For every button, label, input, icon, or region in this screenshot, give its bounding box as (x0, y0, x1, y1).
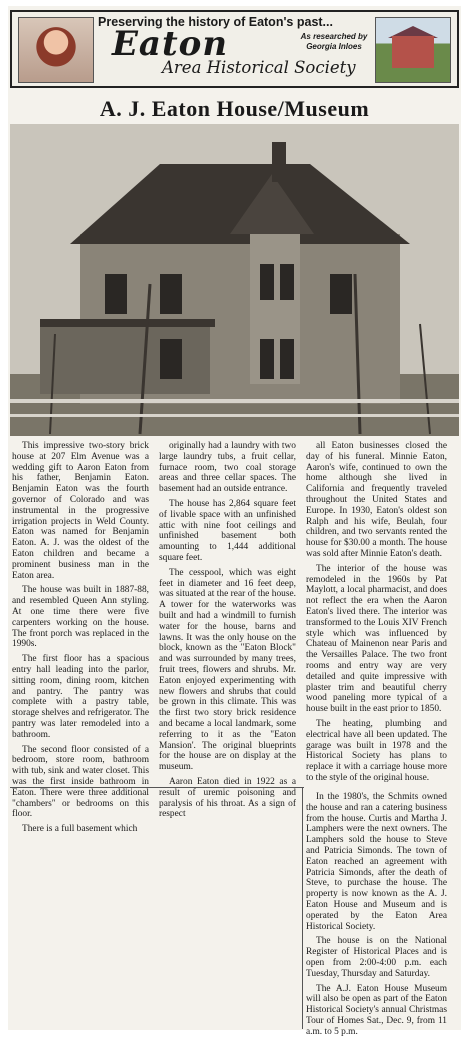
author-portrait (18, 17, 94, 83)
column-divider (10, 787, 304, 788)
column-3 (306, 441, 447, 788)
tagline: Preserving the history of Eaton's past... (98, 15, 333, 29)
column-4 (306, 792, 447, 1042)
paragraph: The interior of the house was remodeled in the 1960s by Pat Maylott, a local pharmacist, and does not reflect the era when the Aaron Eaton's lived there. The interior was transformed to the Louis XIV French style which was influenced by Chateau of Mainenon near Paris and the Versailles Palace. The two front rooms and entry way are very detailed and quite impressive with plaster trim and beautiful cherry wood paneling more typical of a house built in the east prior to 1850. (306, 563, 447, 715)
paragraph: The second floor consisted of a bedroom, store room, bathroom with tub, sink and water closet. This was the first inside bathroom in Eaton. There were three additional "chambers" or bedrooms on this floor. (12, 744, 149, 820)
paragraph: The first floor has a spacious entry hall leading into the parlor, sitting room, dining room, kitchen and pantry. The pantry was complete with a pastry table, storage shelves and refrigerator. The pantry was later remodeled into a bathroom. (12, 654, 149, 740)
masthead (10, 10, 459, 88)
house-thumbnail (375, 17, 451, 83)
house-illustration (10, 124, 459, 436)
paragraph: The cesspool, which was eight feet in diameter and 16 feet deep, was situated at the rear of the house. A tower for the waterworks was built and had a windmill to furnish water for the house, barns and lawns. It was the only house on the block, known as the "Eaton Block" and was surrounded by many trees, fruit trees, flowers and shrubs. Mr. Eaton enjoyed experimenting with new flowers and shrubs that could be grown in this climate. This was the first two story brick residence and became a local landmark, some referring to it as the "Eaton Mansion'. The original blueprints for the house are on display at the museum. (159, 567, 296, 773)
column-2 (159, 441, 296, 824)
researched-by: As researched by Georgia Inloes (300, 32, 368, 51)
paragraph: Aaron Eaton died in 1922 as a result of uremic poisoning and paralysis of his throat. As a sign of respect (159, 776, 296, 820)
paragraph: The house has 2,864 square feet of livable space with an unfinished attic with nine foot ceilings and unfinished basement both amounting to 1,444 additional square feet. (159, 498, 296, 563)
paragraph: The house is on the National Register of Historical Places and is open from 2:00-4:00 p.m. each Tuesday, Thursday and Saturday. (306, 936, 447, 979)
paragraph: In the 1980's, the Schmits owned the house and ran a catering business from the house. Curtis and Martha J. Lamphers were the next owners. The Lamphers sold the house to Steve and Patricia Simonds. The town of Eaton reached an agreement with Patricia Simonds, after the death of Steve, to purchase the house. The property is now known as the A. J. Eaton House and Museum and is operated by the Eaton Area Historical Society. (306, 792, 447, 932)
column-1 (12, 441, 149, 839)
paragraph: originally had a laundry with two large laundry tubs, a fruit cellar, furnace room, two coal storage areas and three cellar spaces. The basement had an outside entrance. (159, 441, 296, 495)
article-title: A. J. Eaton House/Museum (99, 96, 370, 121)
paragraph: The heating, plumbing and electrical have all been updated. The garage was built in 1978 and the Historical Society has plans to replace it with a carriage house more to the style of the original house. (306, 718, 447, 783)
column-divider (302, 787, 303, 1029)
logo-subtitle: Area Historical Society (162, 58, 356, 77)
logo-eaton: Eaton (112, 24, 229, 64)
paragraph: all Eaton businesses closed the day of his funeral. Minnie Eaton, Aaron's wife, continued to own the home although she lived in California and frequently traveled throughout the United States and Europe. In 1930, Eaton's oldest son Ralph and his wife, Beulah, four children, and two servants rented the house for $30.00 a month. The house was sold after Minnie Eaton's death. (306, 441, 447, 559)
paragraph: There is a full basement which (22, 824, 138, 835)
house-photo (10, 124, 459, 436)
paragraph: The A.J. Eaton House Museum will also be open as part of the Eaton Historical Society's annual Christmas Tour of Homes Sat., Dec. 9, from 11 a.m. to 5 p.m. (306, 983, 447, 1037)
paragraph: This impressive two-story brick house at 207 Elm Avenue was a wedding gift to Aaron Eaton from his father, Benjamin Eaton. Benjamin Eaton was the fourth governor of Colorado and was instrumental in the progressive irrigation projects in Weld County. Eaton was named for Benjamin Eaton. A. J. was the oldest of the Eaton children and became a prominent business man in the Eaton area. (12, 441, 149, 581)
paragraph: The house was built in 1887-88, and resembled Queen Ann styling. At one time there were five carpenters working on the house. The front porch was replaced in the 1990s. (12, 585, 149, 650)
